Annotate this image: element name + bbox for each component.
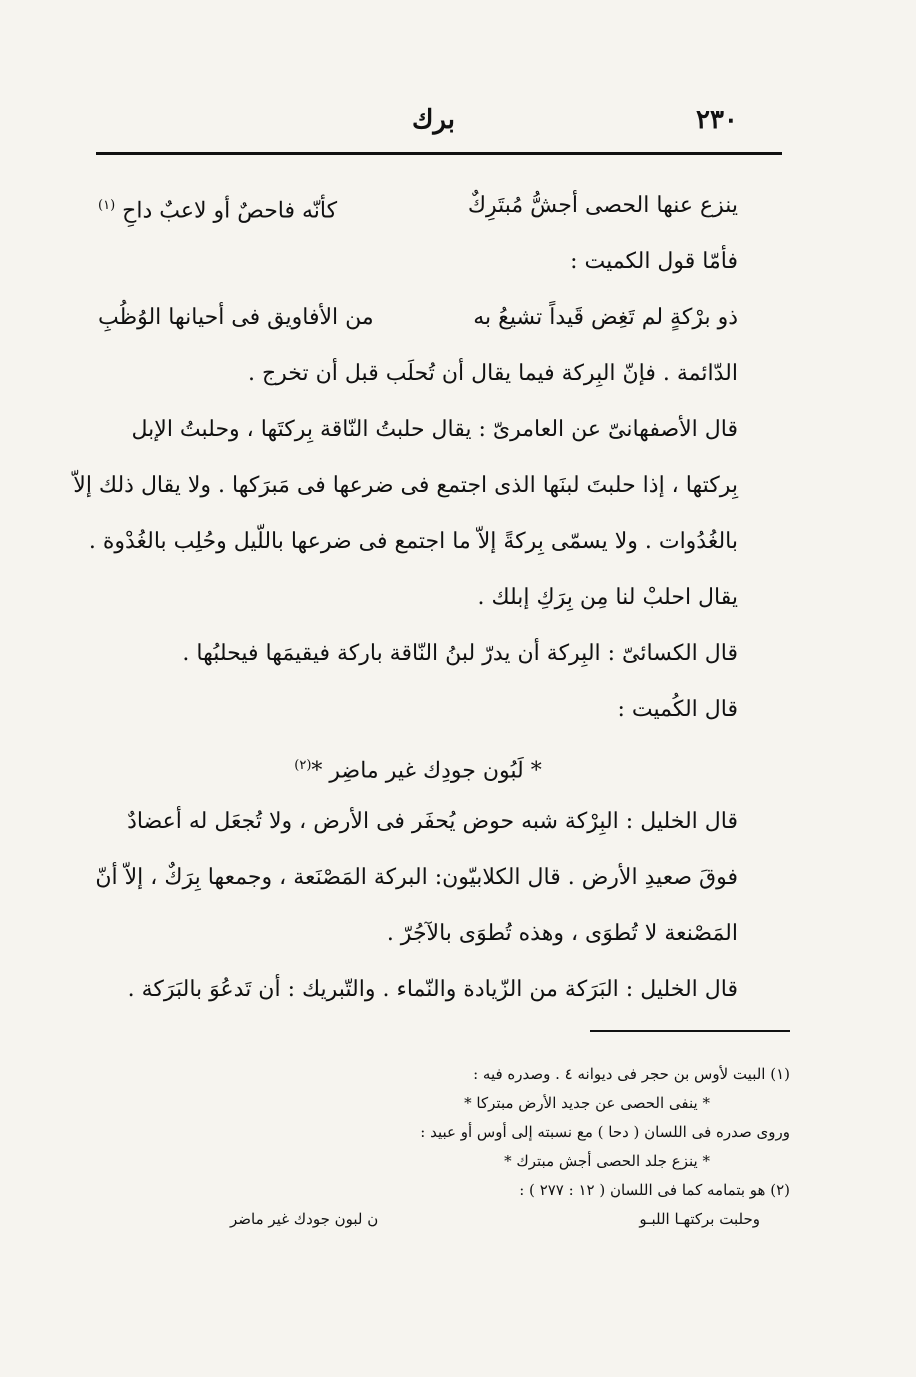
running-head: برك bbox=[412, 105, 456, 135]
verse-hemistich: كأنّه فاحصٌ أو لاعبٌ داحِ $^{(١)}$ bbox=[98, 198, 338, 224]
verse-hemistich: ينزع عنها الحصى أجشُّ مُبتَرِكٌ bbox=[467, 193, 738, 218]
text-line: قال الكُميت : bbox=[617, 697, 738, 722]
footnote-rule bbox=[590, 1030, 790, 1032]
text-line: قال الخليل : البَرَكة من الزّيادة والنّماء . والتّبريك : أن تَدعُوَ بالبَرَكة . bbox=[127, 977, 738, 1002]
footnote-line: (٢) هو بتمامه كما فى اللسان ( ١٢ : ٢٧٧ ) : bbox=[519, 1181, 790, 1199]
verse-hemistich: ذو برْكةٍ لم تَغِض قَيداً تشيعُ به bbox=[473, 305, 738, 330]
footnote-verse bbox=[230, 1205, 790, 1234]
verse-hemistich: وحلبت بركتهـا اللبـو bbox=[639, 1210, 760, 1228]
footnotes bbox=[230, 1060, 790, 1234]
text-line: بالغُدُوات . ولا يسمّى بِركةً إلاّ ما اجتمع فى ضرعها باللّيل وحُلِب بالغُدْوة . bbox=[88, 529, 738, 554]
footnote-line: (١) البيت لأوس بن حجر فى ديوانه ٤ . وصدره فيه : bbox=[473, 1065, 790, 1083]
text-line: بِركتها ، إذا حلبتَ لبنَها الذى اجتمع فى ضرعها فى مَبرَكها . ولا يقال ذلك إلاّ bbox=[73, 473, 738, 498]
text-line: فوقَ صعيدِ الأرض . قال الكلابيّون: البركة المَصْنَعة ، وجمعها بِرَكٌ ، إلاّ أنّ bbox=[95, 865, 738, 890]
footnote-line: * ينزع جلد الحصى أجش مبترك * bbox=[504, 1152, 710, 1170]
verse-line bbox=[98, 290, 738, 346]
verse-hemistich: من الأفاويق فى أحيانها الوُظُبِ bbox=[98, 305, 374, 330]
footnote-ref: (١) bbox=[98, 198, 116, 213]
header-rule bbox=[96, 152, 782, 155]
text-line: يقال احلبْ لنا مِن بِرَكِ إبلك . bbox=[477, 585, 738, 610]
text-line: فأمّا قول الكميت : bbox=[570, 249, 738, 274]
verse-line bbox=[98, 178, 738, 234]
footnote-line: وروى صدره فى اللسان ( دحا ) مع نسبته إلى أوس أو عبيد : bbox=[420, 1123, 790, 1141]
text-line: الدّائمة . فإنّ البِركة فيما يقال أن تُحلَب قبل أن تخرج . bbox=[247, 361, 738, 386]
page-number: ٢٣٠ bbox=[696, 105, 738, 135]
footnote-ref: (٢) bbox=[294, 758, 312, 773]
verse-line: * لَبُون جودِك غير ماضِر *$^{(٢)}$ bbox=[294, 758, 542, 784]
footnote-line: * ينفى الحصى عن جديد الأرض مبتركا * bbox=[464, 1094, 710, 1112]
text-line: المَصْنعة لا تُطوَى ، وهذه تُطوَى بالآجُرّ . bbox=[386, 921, 738, 946]
main-text bbox=[73, 178, 738, 1018]
text-line: قال الكسائىّ : البِركة أن يدرّ لبنُ النّاقة باركة فيقيمَها فيحلبُها . bbox=[182, 641, 738, 666]
text-line: قال الخليل : البِرْكة شبه حوض يُحفَر فى الأرض ، ولا تُجعَل له أعضادٌ bbox=[127, 809, 738, 834]
verse-hemistich: ن لبون جودك غير ماضر bbox=[230, 1210, 379, 1228]
text-line: قال الأصفهانىّ عن العامرىّ : يقال حلبتُ النّاقة بِركتَها ، وحلبتُ الإبل bbox=[131, 417, 738, 442]
page-header bbox=[100, 105, 776, 145]
